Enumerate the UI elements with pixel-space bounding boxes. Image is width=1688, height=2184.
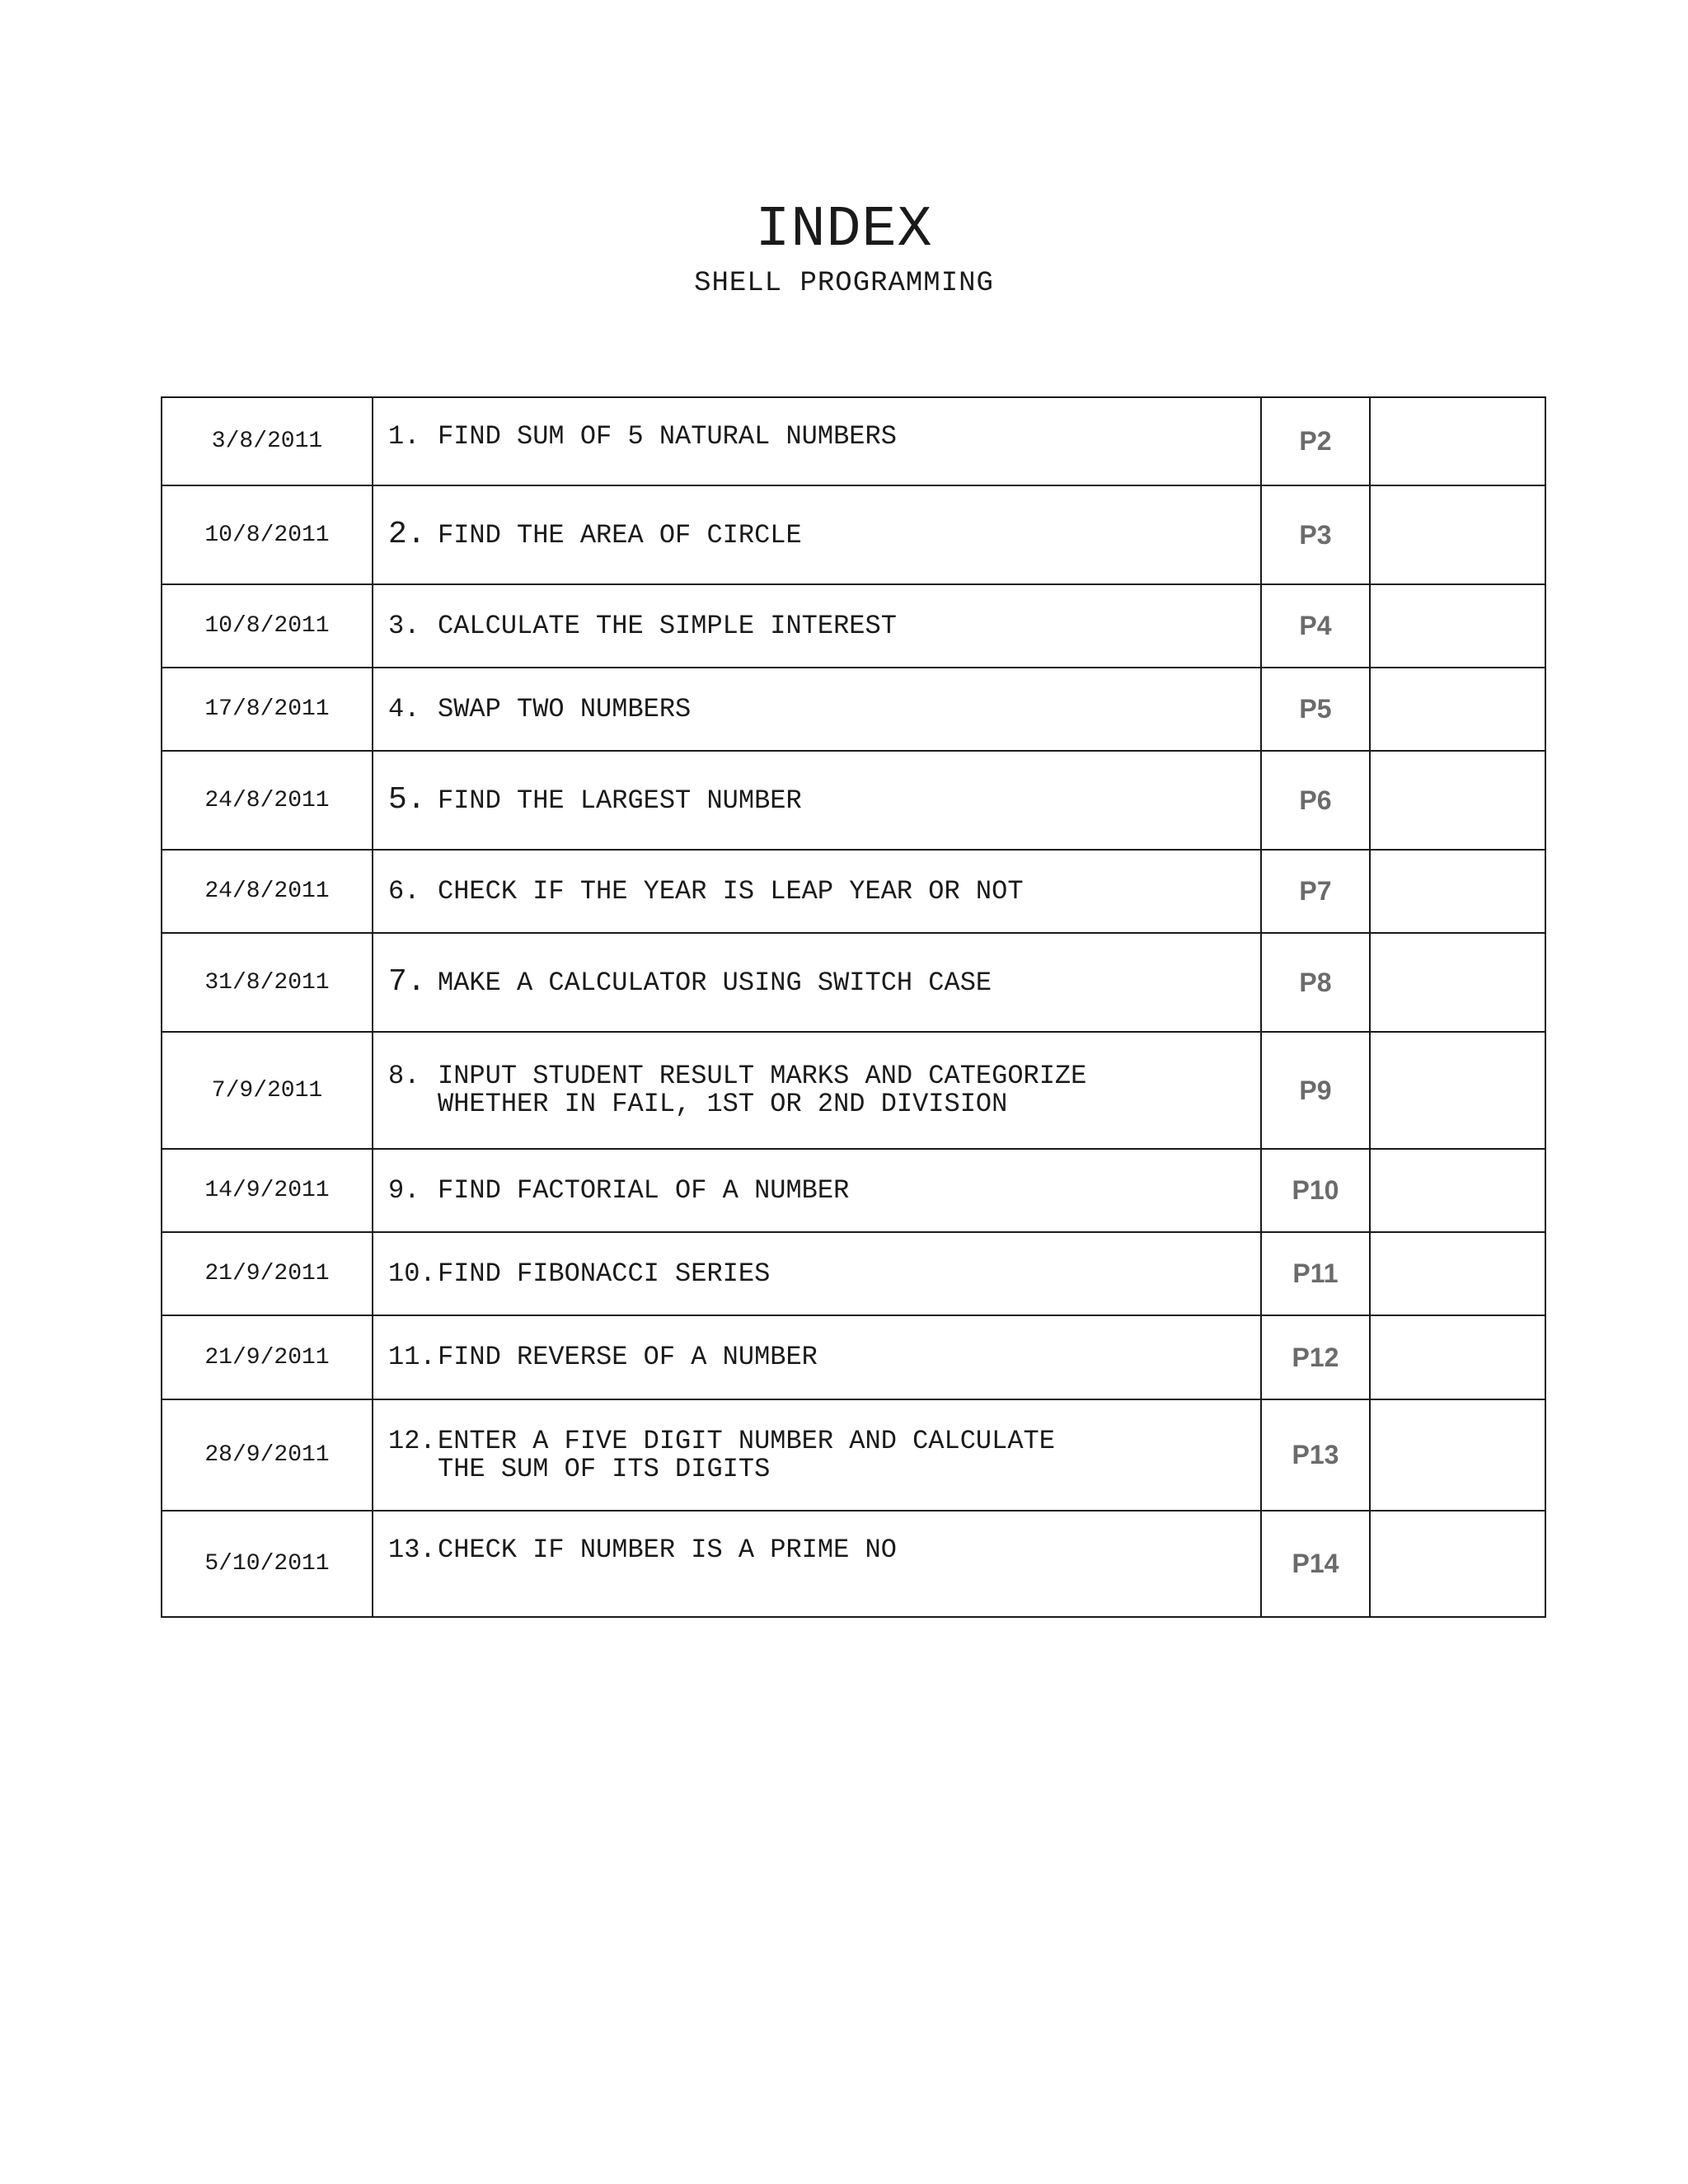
table-row bbox=[162, 1315, 1545, 1399]
program-title-line: CALCULATE THE SIMPLE INTEREST bbox=[438, 610, 897, 641]
program-title-line: FIND THE LARGEST NUMBER bbox=[438, 785, 802, 816]
page-number-cell: P11 bbox=[1261, 1232, 1370, 1315]
program-title-cell bbox=[373, 751, 1261, 850]
program-number: 13. bbox=[388, 1535, 436, 1565]
date-cell: 21/9/2011 bbox=[162, 1315, 373, 1399]
program-title-cell bbox=[373, 850, 1261, 933]
remarks-cell bbox=[1370, 1149, 1545, 1232]
program-title-line: WHETHER IN FAIL, 1ST OR 2ND DIVISION bbox=[438, 1089, 1008, 1119]
date-cell: 24/8/2011 bbox=[162, 850, 373, 933]
program-title-line: ENTER A FIVE DIGIT NUMBER AND CALCULATE bbox=[438, 1425, 1055, 1456]
program-number: 9. bbox=[388, 1174, 420, 1206]
table-row bbox=[162, 485, 1545, 584]
page-number-cell: P12 bbox=[1261, 1315, 1370, 1399]
table-row bbox=[162, 933, 1545, 1032]
program-title-cell bbox=[373, 1149, 1261, 1232]
program-title-line: FIND FACTORIAL OF A NUMBER bbox=[438, 1174, 850, 1206]
table-row bbox=[162, 751, 1545, 850]
program-title-cell bbox=[373, 584, 1261, 668]
program-title-line: CHECK IF THE YEAR IS LEAP YEAR OR NOT bbox=[438, 875, 1024, 907]
page-number-cell: P14 bbox=[1261, 1511, 1370, 1617]
program-number: 2. bbox=[388, 516, 426, 552]
page-number-cell: P8 bbox=[1261, 933, 1370, 1032]
date-cell: 31/8/2011 bbox=[162, 933, 373, 1032]
date-cell: 21/9/2011 bbox=[162, 1232, 373, 1315]
date-cell: 10/8/2011 bbox=[162, 485, 373, 584]
program-title-cell bbox=[373, 1032, 1261, 1149]
program-number: 12. bbox=[388, 1425, 436, 1456]
program-title-line: SWAP TWO NUMBERS bbox=[438, 693, 692, 724]
program-number: 11. bbox=[388, 1342, 436, 1372]
remarks-cell bbox=[1370, 1315, 1545, 1399]
program-number: 6. bbox=[388, 875, 420, 907]
table-row bbox=[162, 850, 1545, 933]
table-row bbox=[162, 1232, 1545, 1315]
page-subtitle: SHELL PROGRAMMING bbox=[694, 268, 994, 299]
page-number-cell: P2 bbox=[1261, 397, 1370, 485]
date-cell: 14/9/2011 bbox=[162, 1149, 373, 1232]
program-title-line: INPUT STUDENT RESULT MARKS AND CATEGORIZE bbox=[438, 1061, 1087, 1091]
date-cell: 17/8/2011 bbox=[162, 668, 373, 751]
remarks-cell bbox=[1370, 485, 1545, 584]
program-title-line: MAKE A CALCULATOR USING SWITCH CASE bbox=[438, 967, 992, 998]
program-title-cell bbox=[373, 1232, 1261, 1315]
program-number: 7. bbox=[388, 963, 426, 1000]
program-title-cell bbox=[373, 668, 1261, 751]
program-number: 3. bbox=[388, 610, 420, 641]
program-number: 5. bbox=[388, 781, 426, 818]
table-row bbox=[162, 1149, 1545, 1232]
index-heading bbox=[0, 198, 1688, 300]
date-cell: 3/8/2011 bbox=[162, 397, 373, 485]
remarks-cell bbox=[1370, 397, 1545, 485]
program-title-line: THE SUM OF ITS DIGITS bbox=[438, 1453, 771, 1484]
page-number-cell: P9 bbox=[1261, 1032, 1370, 1149]
remarks-cell bbox=[1370, 850, 1545, 933]
program-number: 4. bbox=[388, 693, 420, 724]
program-title-cell bbox=[373, 485, 1261, 584]
table-row bbox=[162, 1511, 1545, 1617]
remarks-cell bbox=[1370, 584, 1545, 668]
page-number-cell: P4 bbox=[1261, 584, 1370, 668]
remarks-cell bbox=[1370, 1399, 1545, 1511]
page-number-cell: P6 bbox=[1261, 751, 1370, 850]
program-title-cell bbox=[373, 1315, 1261, 1399]
program-title-line: FIND SUM OF 5 NATURAL NUMBERS bbox=[438, 421, 897, 452]
program-number: 10. bbox=[388, 1258, 436, 1289]
date-cell: 5/10/2011 bbox=[162, 1511, 373, 1617]
page-number-cell: P5 bbox=[1261, 668, 1370, 751]
program-title-cell bbox=[373, 397, 1261, 485]
table-row bbox=[162, 1399, 1545, 1511]
program-title-line: FIND FIBONACCI SERIES bbox=[438, 1258, 771, 1289]
table-row bbox=[162, 584, 1545, 668]
table-row bbox=[162, 397, 1545, 485]
program-title-line: FIND REVERSE OF A NUMBER bbox=[438, 1342, 818, 1372]
page-number-cell: P10 bbox=[1261, 1149, 1370, 1232]
program-title-cell bbox=[373, 933, 1261, 1032]
program-title-line: CHECK IF NUMBER IS A PRIME NO bbox=[438, 1535, 897, 1565]
page-number-cell: P3 bbox=[1261, 485, 1370, 584]
date-cell: 10/8/2011 bbox=[162, 584, 373, 668]
remarks-cell bbox=[1370, 751, 1545, 850]
remarks-cell bbox=[1370, 933, 1545, 1032]
date-cell: 7/9/2011 bbox=[162, 1032, 373, 1149]
remarks-cell bbox=[1370, 668, 1545, 751]
page-title: INDEX bbox=[755, 198, 933, 263]
program-title-cell bbox=[373, 1511, 1261, 1617]
remarks-cell bbox=[1370, 1511, 1545, 1617]
program-title-cell bbox=[373, 1399, 1261, 1511]
page-number-cell: P13 bbox=[1261, 1399, 1370, 1511]
program-title-line: FIND THE AREA OF CIRCLE bbox=[438, 519, 802, 551]
date-cell: 28/9/2011 bbox=[162, 1399, 373, 1511]
page-number-cell: P7 bbox=[1261, 850, 1370, 933]
table-row bbox=[162, 668, 1545, 751]
program-number: 8. bbox=[388, 1061, 420, 1091]
remarks-cell bbox=[1370, 1032, 1545, 1149]
date-cell: 24/8/2011 bbox=[162, 751, 373, 850]
remarks-cell bbox=[1370, 1232, 1545, 1315]
table-row bbox=[162, 1032, 1545, 1149]
index-table bbox=[161, 396, 1546, 1618]
program-number: 1. bbox=[388, 421, 420, 452]
